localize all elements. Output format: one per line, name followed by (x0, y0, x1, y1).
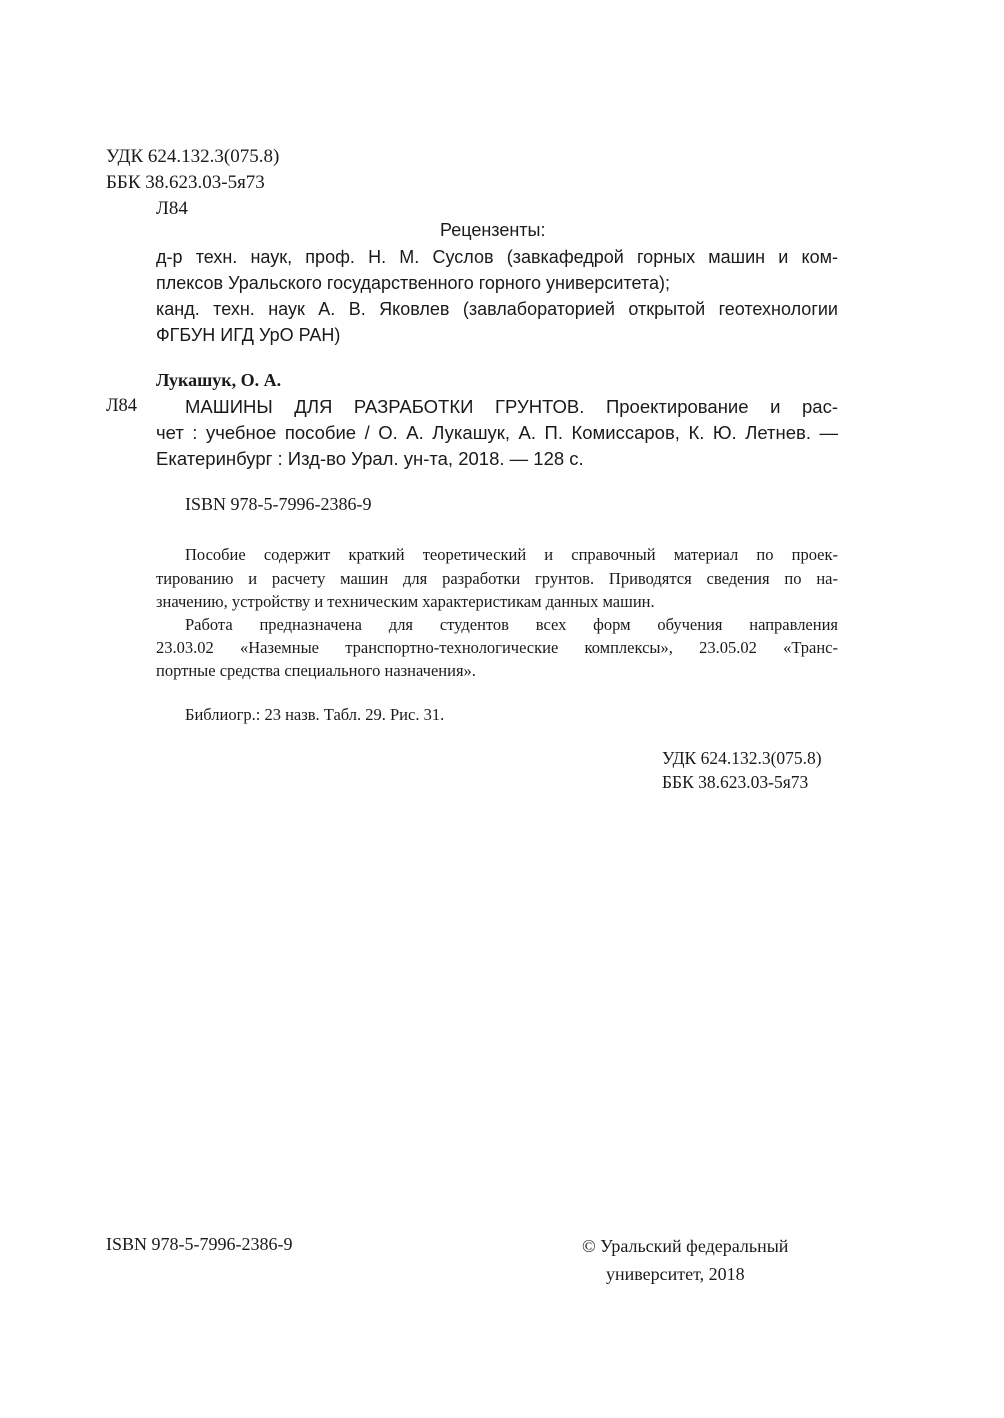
reviewer-line: ФГБУН ИГД УрО РАН) (156, 325, 341, 345)
udk-code: УДК 624.132.3(075.8) (106, 146, 280, 167)
abstract-line: Работа предназначена для студентов всех форм обучения направления (185, 615, 838, 634)
bib-info: Библиогр.: 23 назв. Табл. 29. Рис. 31. (185, 705, 445, 724)
abstract-line: значению, устройству и техническим характеристикам данных машин. (156, 592, 655, 611)
udk-code-bottom: УДК 624.132.3(075.8) (662, 748, 822, 768)
reviewer-line: плексов Уральского государственного горного университета); (156, 273, 670, 293)
copyright-line: © Уральский федеральный (582, 1236, 789, 1256)
reviewer-line: канд. техн. наук А. В. Яковлев (завлабораторией открытой геотехнологии (156, 299, 838, 319)
biblio-line: чет : учебное пособие / О. А. Лукашук, А. П. Комиссаров, К. Ю. Летнев. — (156, 422, 838, 443)
isbn-record: ISBN 978-5-7996-2386-9 (185, 494, 372, 514)
footer-isbn: ISBN 978-5-7996-2386-9 (106, 1234, 293, 1254)
biblio-line: Екатеринбург : Изд-во Урал. ун-та, 2018. — 128 с. (156, 448, 584, 469)
author-name: Лукашук, О. А. (156, 370, 282, 390)
bbk-code-bottom: ББК 38.623.03-5я73 (662, 772, 809, 792)
biblio-title-line: МАШИНЫ ДЛЯ РАЗРАБОТКИ ГРУНТОВ. Проектирование и рас- (185, 396, 838, 417)
abstract-line: 23.03.02 «Наземные транспортно-технологические комплексы», 23.05.02 «Транс- (156, 638, 838, 657)
copyright-line: университет, 2018 (606, 1264, 745, 1284)
abstract-line: Пособие содержит краткий теоретический и справочный материал по проек- (185, 545, 838, 564)
author-mark: Л84 (156, 198, 188, 219)
reviewers-title: Рецензенты: (440, 220, 546, 240)
reviewer-line: д-р техн. наук, проф. Н. М. Суслов (завкафедрой горных машин и ком- (156, 247, 838, 267)
biblio-code: Л84 (106, 396, 138, 416)
abstract-line: портные средства специального назначения». (156, 661, 476, 680)
abstract-line: тированию и расчету машин для разработки грунтов. Приводятся сведения по на- (156, 569, 838, 588)
bbk-code: ББК 38.623.03-5я73 (106, 172, 265, 193)
